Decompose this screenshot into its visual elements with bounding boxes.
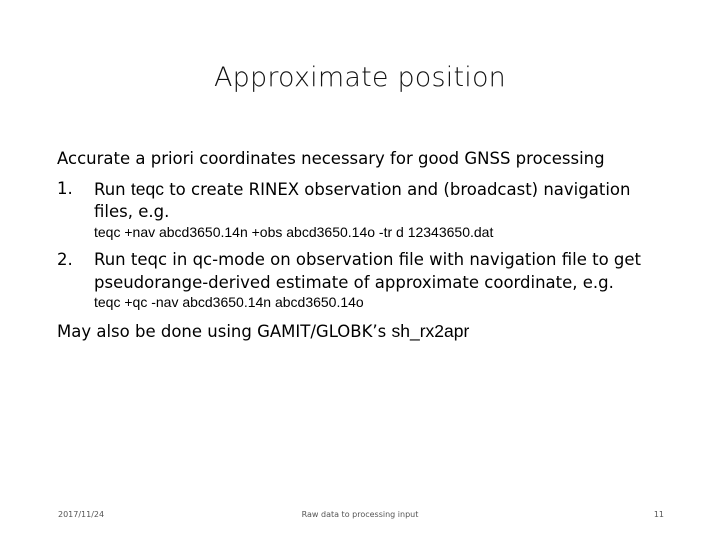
list-item-1-line1-rest: to create RINEX observation and (broadcast) navigation [163, 180, 631, 199]
list-item-1-line2: files, e.g. [94, 202, 170, 221]
list-item-2-command: teqc +qc -nav abcd3650.14n abcd3650.14o [94, 294, 364, 310]
closing-prefix: May also be done using GAMIT/GLOBK’s [57, 322, 392, 341]
list-item-2-line2: pseudorange-derived estimate of approximate coordinate, e.g. [94, 273, 614, 292]
run-prefix: Run [94, 180, 131, 199]
list-item-2-line1: Run teqc in qc-mode on observation file with navigation file to get [94, 250, 641, 269]
sh-rx2apr-command-name: sh_rx2apr [391, 321, 470, 341]
footer-date: 2017/11/24 [58, 510, 105, 519]
list-item-2-number: 2. [57, 250, 73, 269]
footer-page-number: 11 [653, 510, 664, 519]
intro-line: Accurate a priori coordinates necessary for good GNSS processing [57, 149, 605, 168]
footer-center: Raw data to processing input [301, 510, 419, 519]
list-item-1-line1 [94, 178, 630, 201]
closing-line [57, 320, 469, 343]
list-item-1-number: 1. [57, 179, 73, 198]
list-item-1-command: teqc +nav abcd3650.14n +obs abcd3650.14o -tr d 12343650.dat [94, 224, 494, 240]
teqc-command-name: teqc [130, 179, 164, 199]
slide-title: Approximate position [214, 62, 506, 93]
